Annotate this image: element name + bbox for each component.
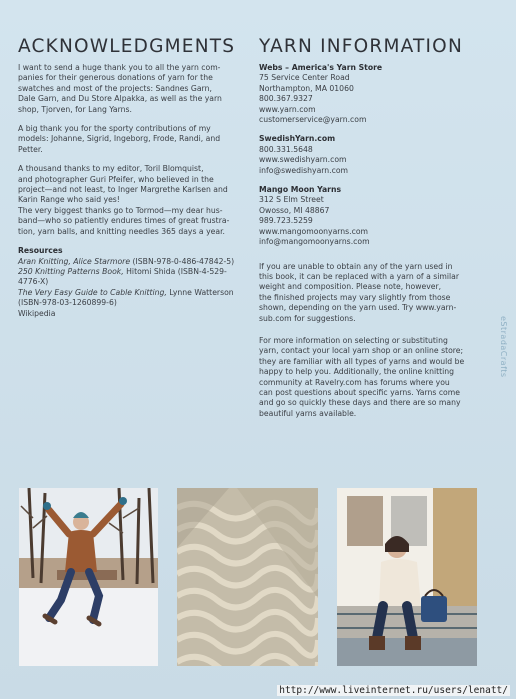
ack-paragraph-3: A thousand thanks to my editor, Toril Blomquist, and photographer Guri Pfeifer, who believed in the project—and not least, to Inger Margrethe Karlsen and Karin Range who said yes! The very biggest thanks go to Tormod—my dear hus- band—who so patiently endures times of great frustra- tion, yarn balls, and knitting needles 365 days a year. [18, 164, 230, 236]
yarn-information-column [259, 36, 499, 428]
vendor-webs [259, 63, 499, 125]
resource-line: (ISBN-978-03-1260899-6) [18, 298, 117, 308]
photo-woman-sitting-steps [337, 488, 477, 666]
vendor-swedishyarn [259, 134, 499, 176]
vendor-website: www.yarn.com [259, 104, 316, 114]
footer-url[interactable]: http://www.liveinternet.ru/users/lenatt/ [279, 685, 508, 696]
photo-cable-knit-texture [177, 488, 318, 666]
vendor-email: info@swedishyarn.com [259, 165, 349, 175]
vendor-email: info@mangomoonyarns.com [259, 237, 370, 247]
resource-line: The Very Easy Guide to Cable Knitting, Lynne Watterson [18, 287, 234, 297]
side-watermark-text: eStradaCrafts [499, 316, 508, 378]
acknowledgments-title: ACKNOWLEDGMENTS [18, 36, 236, 57]
vendor-email: customerservice@yarn.com [259, 115, 367, 125]
photo-jumping-woman-snow [19, 488, 158, 666]
ack-paragraph-2: A big thank you for the sporty contributions of my models: Johanne, Sigrid, Ingeborg, Frode, Randi, and Petter. [18, 124, 221, 154]
vendor-phone: 989.723.5259 [259, 216, 313, 226]
resource-line: 250 Knitting Patterns Book, Hitomi Shida (ISBN-4-529- [18, 266, 227, 276]
resource-line: 4776-X) [18, 277, 49, 287]
resource-line: Wikipedia [18, 308, 56, 318]
acknowledgments-column [18, 36, 240, 319]
yarn-information-title: YARN INFORMATION [259, 36, 463, 57]
resources-heading: Resources [18, 246, 63, 256]
vendor-city: Owosso, MI 48867 [259, 205, 330, 215]
vendor-address: 75 Service Center Road [259, 73, 350, 83]
substitution-paragraph: If you are unable to obtain any of the yarn used in this book, it can be replaced with a yarn of a similar weight and composition. Please note, however, the finished projects may vary slightly from those shown, depending on the yarn used. Try www.yarn- sub.com for suggestions. [259, 261, 460, 323]
vendor-mango-moon [259, 185, 499, 247]
vendor-phone: 800.367.9327 [259, 94, 313, 104]
vendor-website: www.swedishyarn.com [259, 155, 347, 165]
vendor-phone: 800.331.5648 [259, 144, 313, 154]
vendor-name: SwedishYarn.com [259, 134, 336, 144]
vendor-city: Northampton, MA 01060 [259, 83, 354, 93]
vendor-name: Mango Moon Yarns [259, 185, 342, 195]
vendor-name: Webs – America's Yarn Store [259, 63, 383, 72]
more-information-paragraph: For more information on selecting or substituting yarn, contact your local yarn shop or an online store; they are familiar with all types of yarns and would be happy to help you. Additionally, the online knitting community at Ravelry.com has forums where you can post questions about specific yarns. Yarns come and go so quickly these days and there are so many beautiful yarns available. [259, 335, 465, 418]
resource-line: Aran Knitting, Alice Starmore (ISBN-978-0-486-47842-5) [18, 256, 235, 266]
vendor-website: www.mangomoonyarns.com [259, 226, 369, 236]
ack-paragraph-1: I want to send a huge thank you to all the yarn com- panies for their generous donations of yarn for the swatches and most of the projects: Sandnes Garn, Dale Garn, and Du Store Alpakka, as well as the yarn shop, Tjorven, for Lang Yarns. [18, 63, 222, 114]
vendor-address: 312 S Elm Street [259, 195, 324, 205]
resources-section [18, 246, 240, 319]
